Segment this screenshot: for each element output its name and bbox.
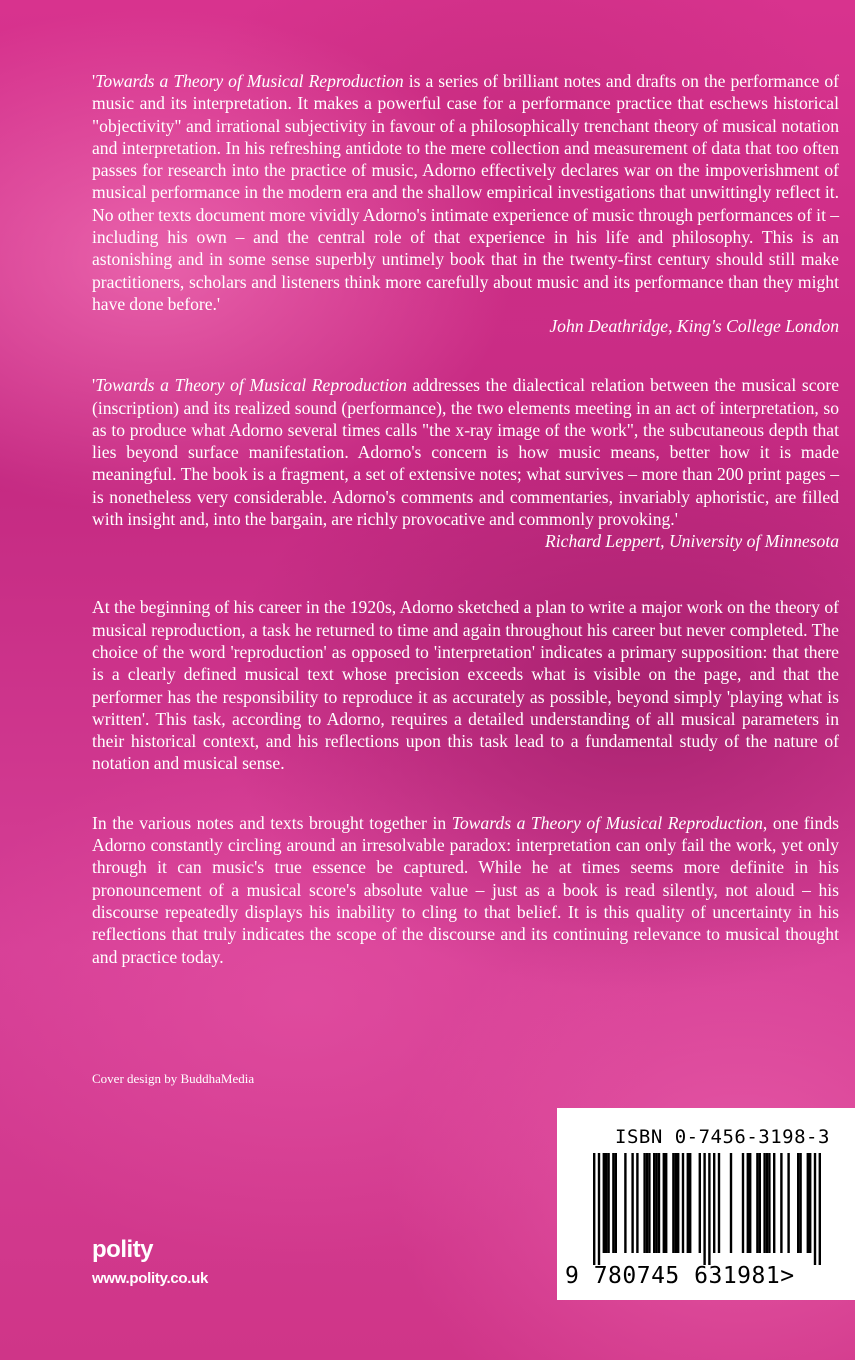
barcode-bar <box>756 1153 758 1253</box>
barcode-bar <box>653 1153 655 1253</box>
blurb-1-open-quote: ' <box>92 71 96 91</box>
blurb-2-text <box>92 374 839 530</box>
barcode-bar <box>699 1153 701 1253</box>
blurb-1-attribution: John Deathridge, King's College London <box>549 316 839 337</box>
barcode-bar <box>799 1153 801 1253</box>
barcode-bar <box>675 1153 677 1253</box>
barcode-bar <box>643 1153 645 1253</box>
barcode-bar <box>749 1153 751 1253</box>
barcode-bar <box>809 1153 811 1253</box>
blurb-1-text <box>92 70 839 315</box>
barcode-bar <box>605 1153 607 1253</box>
barcode-bar <box>648 1153 650 1253</box>
barcode-bar <box>607 1153 609 1253</box>
barcode-bar <box>703 1153 705 1265</box>
barcode-bar <box>612 1153 614 1253</box>
barcode-bar <box>646 1153 648 1253</box>
description-paragraph-2-after: , one finds Adorno constantly circling around an irresolvable paradox: interpretation can only fail the work, yet only through it can music's true essence be captured. While he at times seems more definite in his pronouncement of a musical score's absolute value – just as a book is read silently, not aloud – his discourse repeatedly displays his inability to cling to that belief. It is this quality of uncertainty in his reflections that truly indicates the scope of the discourse and its continuing relevance to musical thought and practice today. <box>92 812 839 967</box>
blurb-1-book-title: Towards a Theory of Musical Reproduction <box>95 71 404 91</box>
barcode-bar <box>718 1153 720 1253</box>
barcode-bar <box>787 1153 789 1253</box>
publisher-url: www.polity.co.uk <box>92 1270 209 1287</box>
description-paragraph-2-before: In the various notes and texts brought together in <box>92 812 452 833</box>
barcode-bar <box>768 1153 770 1253</box>
barcode-bar <box>598 1153 600 1265</box>
barcode-bar <box>742 1153 744 1253</box>
barcode-bar <box>763 1153 765 1253</box>
blurb-2-open-quote: ' <box>92 375 96 396</box>
back-cover-text <box>92 70 839 968</box>
isbn-13-number: 9 780745 631981 <box>565 1263 781 1289</box>
barcode-bar <box>708 1153 710 1265</box>
blurb-2-body: addresses the dialectical relation between the musical score (inscription) and its realized sound (performance), the two elements meeting in an act of interpretation, so as to produce what Adorno several times calls "the x-ray image of the work", the subcutaneous depth that lies beyond surface manifestation. Adorno's concern is how music means, better how it is made meaningful. The book is a fragment, a set of extensive notes; what survives – more than 200 print pages – is nonetheless very considerable. Adorno's comments and commentaries, invariably aphoristic, are filled with insight and, into the bargain, are richly provocative and commonly provoking.' <box>92 375 840 530</box>
barcode-panel <box>557 1108 855 1300</box>
isbn-10-label: ISBN 0-7456-3198-3 <box>615 1126 830 1148</box>
barcode-bar <box>766 1153 768 1253</box>
description-paragraph-2 <box>92 812 839 968</box>
barcode-bar <box>814 1153 816 1265</box>
barcode-bar <box>631 1153 633 1253</box>
barcode-bar <box>780 1153 782 1253</box>
blurb-2-attribution: Richard Leppert, University of Minnesota <box>545 531 839 552</box>
barcode-bar <box>747 1153 749 1253</box>
barcode-bar <box>807 1153 809 1253</box>
barcode-bar <box>655 1153 657 1253</box>
barcode-bar <box>687 1153 689 1253</box>
barcode-bar <box>730 1153 732 1253</box>
blurb-1-body: is a series of brilliant notes and drafts on the performance of music and its interpretation. It makes a powerful case for a performance practice that eschews historical "objectivity" and irrational subjectivity in favour of a philosophically trenchant theory of musical notation and interpretation. In his refreshing antidote to the mere collection and measurement of data that too often passes for research into the practice of music, Adorno effectively declares war on the impoverishment of musical performance in the modern era and the shallow empirical investigations that unwittingly reflect it. No other texts document more vividly Adorno's intimate experience of music through performances of it – including his own – and the central role of that experience in his life and philosophy. This is an astonishing and in some sense superbly untimely book that in the twenty-first century should still make practitioners, scholars and listeners think more carefully about music and its performance than they might have done before.' <box>92 71 840 314</box>
isbn-13-digits <box>565 1263 827 1289</box>
barcode-bar <box>624 1153 626 1253</box>
publisher-logo: polity <box>92 1236 153 1263</box>
barcode-bar <box>636 1153 638 1253</box>
barcode-bar <box>677 1153 679 1253</box>
barcode-bar <box>773 1153 775 1253</box>
barcode-bar <box>603 1153 605 1253</box>
barcode-bar <box>713 1153 715 1253</box>
barcode-bar <box>759 1153 761 1253</box>
barcode-bar <box>658 1153 660 1253</box>
description-paragraph-2-title: Towards a Theory of Musical Reproduction <box>451 812 763 833</box>
barcode-bar <box>665 1153 667 1253</box>
barcode-bar <box>689 1153 691 1253</box>
barcode-bar <box>615 1153 617 1253</box>
barcode-quiet-zone-arrow: > <box>780 1263 795 1289</box>
barcode-bar <box>593 1153 595 1265</box>
barcode-bar <box>797 1153 799 1253</box>
barcode-bar <box>819 1153 821 1265</box>
description-paragraph-1: At the beginning of his career in the 1920s, Adorno sketched a plan to write a major work on the theory of musical reproduction, a task he returned to time and again throughout his career but never completed. The choice of the word 'reproduction' as opposed to 'interpretation' indicates a primary supposition: that there is a clearly defined musical text whose precision exceeds what is visible on the page, and that the performer has the responsibility to reproduce it as accurately as possible, beyond simply 'playing what is written'. This task, according to Adorno, requires a detailed understanding of all musical parameters in their historical context, and his reflections upon this task lead to a fundamental study of the nature of notation and musical sense. <box>92 597 839 774</box>
barcode-bar <box>663 1153 665 1253</box>
barcode-bar <box>682 1153 684 1253</box>
cover-design-credit: Cover design by BuddhaMedia <box>92 1071 255 1086</box>
barcode-bar <box>672 1153 674 1253</box>
isbn-barcode <box>573 1153 835 1265</box>
blurb-2-book-title: Towards a Theory of Musical Reproduction <box>95 375 407 396</box>
